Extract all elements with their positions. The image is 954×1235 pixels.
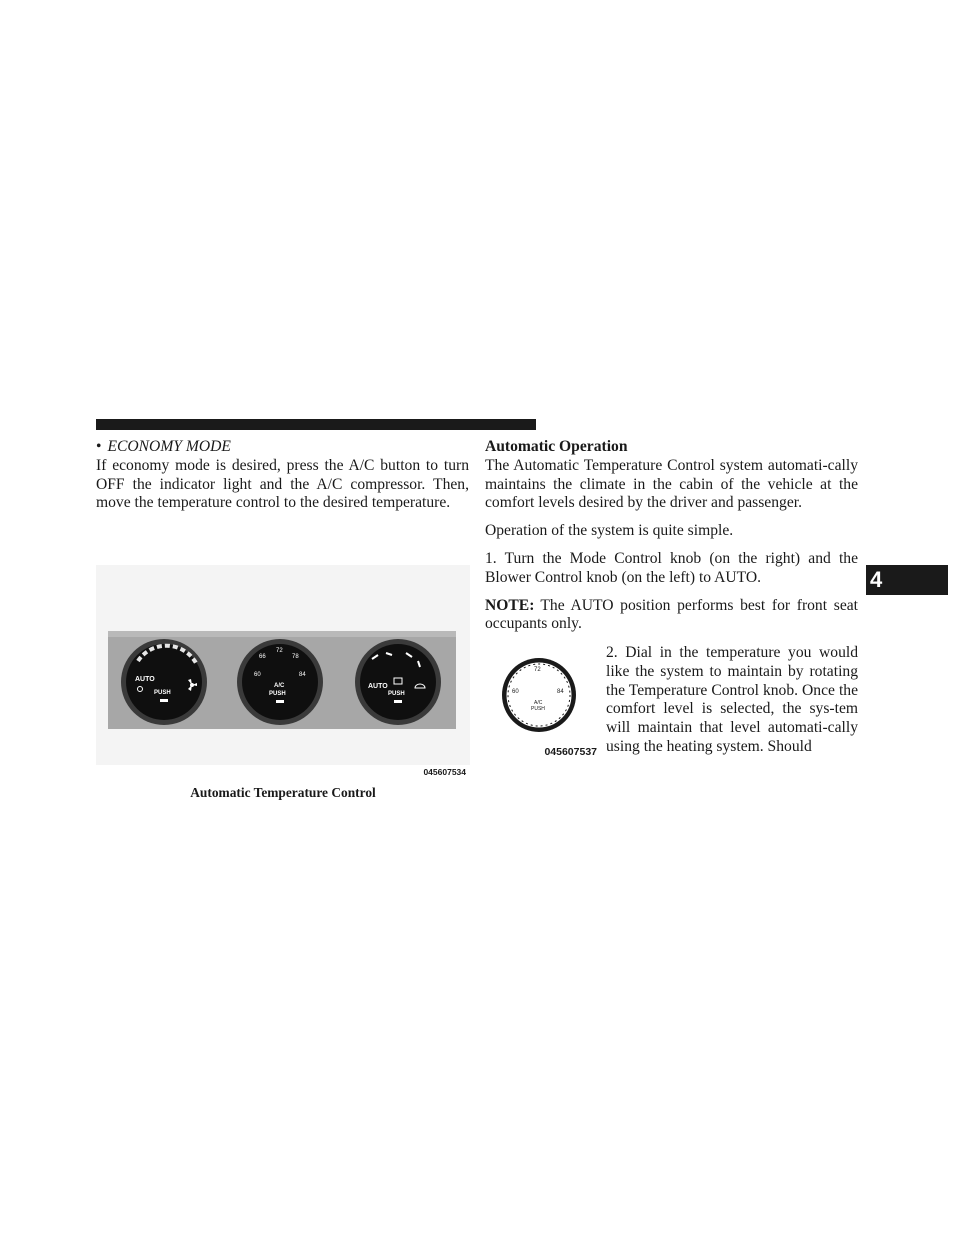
figure1-id: 045607534 — [423, 767, 466, 777]
automatic-operation-paragraph: The Automatic Temperature Control system automati-cally maintains the climate in the cabin of the vehicle at the comfort levels desired by the driver and passenger. — [485, 456, 858, 512]
knob2-72-label: 72 — [276, 648, 283, 654]
automatic-temperature-control-figure — [96, 565, 470, 779]
fig2-ac-label: A/C — [534, 700, 543, 706]
operation-simple-paragraph: Operation of the system is quite simple. — [485, 522, 734, 540]
knob2-84-label: 84 — [299, 672, 306, 678]
knob3-push-label: PUSH — [388, 691, 405, 697]
fig2-84-label: 84 — [557, 689, 564, 695]
fig2-60-label: 60 — [512, 689, 519, 695]
knob2-78-label: 78 — [292, 654, 299, 660]
step1-paragraph: 1. Turn the Mode Control knob (on the right) and the Blower Control knob (on the left) to AUTO. — [485, 549, 858, 586]
left-column — [96, 438, 469, 513]
automatic-operation-heading: Automatic Operation — [485, 438, 628, 455]
mode-control-knob — [355, 639, 441, 725]
knob1-auto-label: AUTO — [135, 676, 155, 683]
blower-control-knob — [121, 639, 207, 725]
fig2-72-label: 72 — [534, 667, 541, 673]
knob2-ac-label: A/C — [274, 683, 285, 689]
temperature-knob-figure — [499, 655, 599, 760]
section-top-rule — [96, 419, 536, 430]
bullet-economy-mode: • ECONOMY MODE — [96, 438, 231, 455]
knob2-60-label: 60 — [254, 672, 261, 678]
chapter-tab: 4 — [866, 565, 948, 595]
knob3-auto-label: AUTO — [368, 683, 388, 690]
figure1-caption: Automatic Temperature Control — [190, 785, 376, 800]
knob2-push-label: PUSH — [269, 691, 286, 697]
note-paragraph: NOTE: The AUTO position performs best for front seat occupants only. — [485, 596, 858, 633]
knob1-push-label: PUSH — [154, 690, 171, 696]
step2-paragraph-block — [606, 644, 858, 757]
step2-paragraph: 2. Dial in the temperature you would like the system to maintain by rotating the Temperature Control knob. Once the comfort level is selected, the sys-tem will maintain that level automati-cally using the heating system. Should — [606, 644, 858, 755]
temperature-control-knob — [237, 639, 323, 725]
fig2-push-label: PUSH — [531, 706, 545, 712]
knob2-66-label: 66 — [259, 654, 266, 660]
economy-mode-paragraph: If economy mode is desired, press the A/C button to turn OFF the indicator light and the A/C compressor. Then, move the temperature control to the desired temperature. — [96, 456, 469, 512]
figure2-id: 045607537 — [544, 746, 597, 758]
right-column — [485, 438, 858, 634]
